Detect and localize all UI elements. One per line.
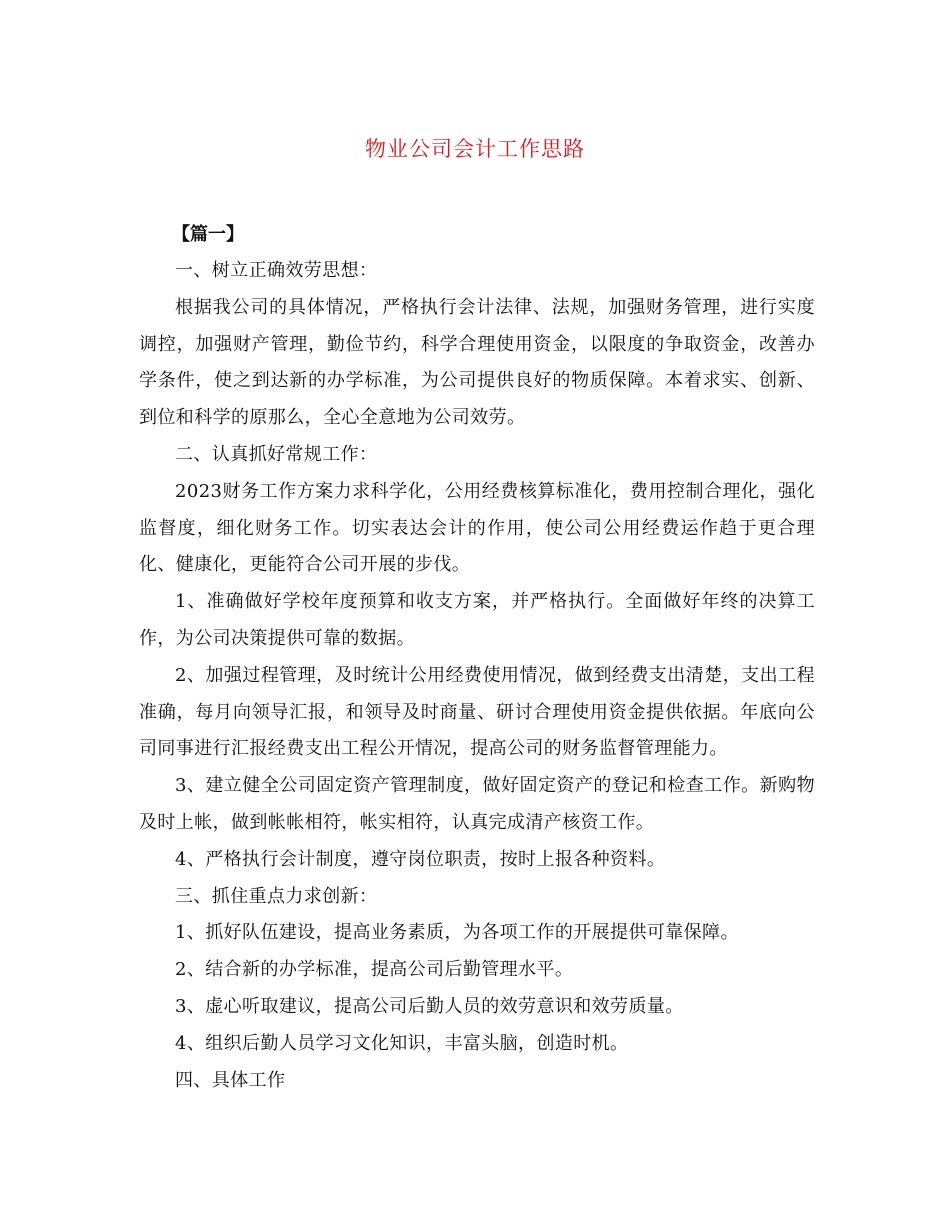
paragraph: 3、虚心听取建议，提高公司后勤人员的效劳意识和效劳质量。 (175, 995, 684, 1017)
document-title: 物业公司会计工作思路 (365, 137, 585, 161)
document-body (139, 217, 815, 1099)
paragraph: 4、组织后勤人员学习文化知识，丰富头脑，创造时机。 (175, 1032, 629, 1054)
paragraph: 根据我公司的具体情况，严格执行会计法律、法规，加强财务管理，进行实度调控，加强财产管理，勤俭节约，科学合理使用资金，以限度的争取资金，改善办学条件，使之到达新的办学标准，为公司提供良好的物质保障。本着求实、创新、到位和科学的原那么，全心全意地为公司效劳。 (139, 296, 815, 429)
paragraph: 2、加强过程管理，及时统计公用经费使用情况，做到经费支出清楚，支出工程准确，每月向领导汇报，和领导及时商量、研讨合理使用资金提供依据。年底向公司同事进行汇报经费支出工程公开情况，提高公司的财务监督管理能力。 (139, 664, 815, 760)
section-label: 【篇一】 (172, 224, 244, 245)
paragraph: 4、严格执行会计制度，遵守岗位职责，按时上报各种资料。 (175, 848, 666, 870)
paragraph: 2、结合新的办学标准，提高公司后勤管理水平。 (175, 959, 574, 981)
heading-3: 三、抓住重点力求创新： (175, 885, 378, 907)
paragraph: 3、建立健全公司固定资产管理制度，做好固定资产的登记和检查工作。新购物及时上帐，做到帐帐相符，帐实相符，认真完成清产核资工作。 (139, 775, 815, 833)
heading-2: 二、认真抓好常规工作： (175, 443, 378, 465)
heading-4: 四、具体工作 (175, 1069, 286, 1091)
paragraph: 2023财务工作方案力求科学化，公用经费核算标准化，费用控制合理化，强化监督度，细化财务工作。切实表达会计的作用，使公司公用经费运作趋于更合理化、健康化，更能符合公司开展的步伐。 (139, 480, 815, 576)
paragraph: 1、抓好队伍建设，提高业务素质，为各项工作的开展提供可靠保障。 (175, 922, 739, 944)
paragraph: 1、准确做好学校年度预算和收支方案，并严格执行。全面做好年终的决算工作，为公司决策提供可靠的数据。 (139, 591, 815, 649)
heading-1: 一、树立正确效劳思想： (175, 260, 378, 281)
